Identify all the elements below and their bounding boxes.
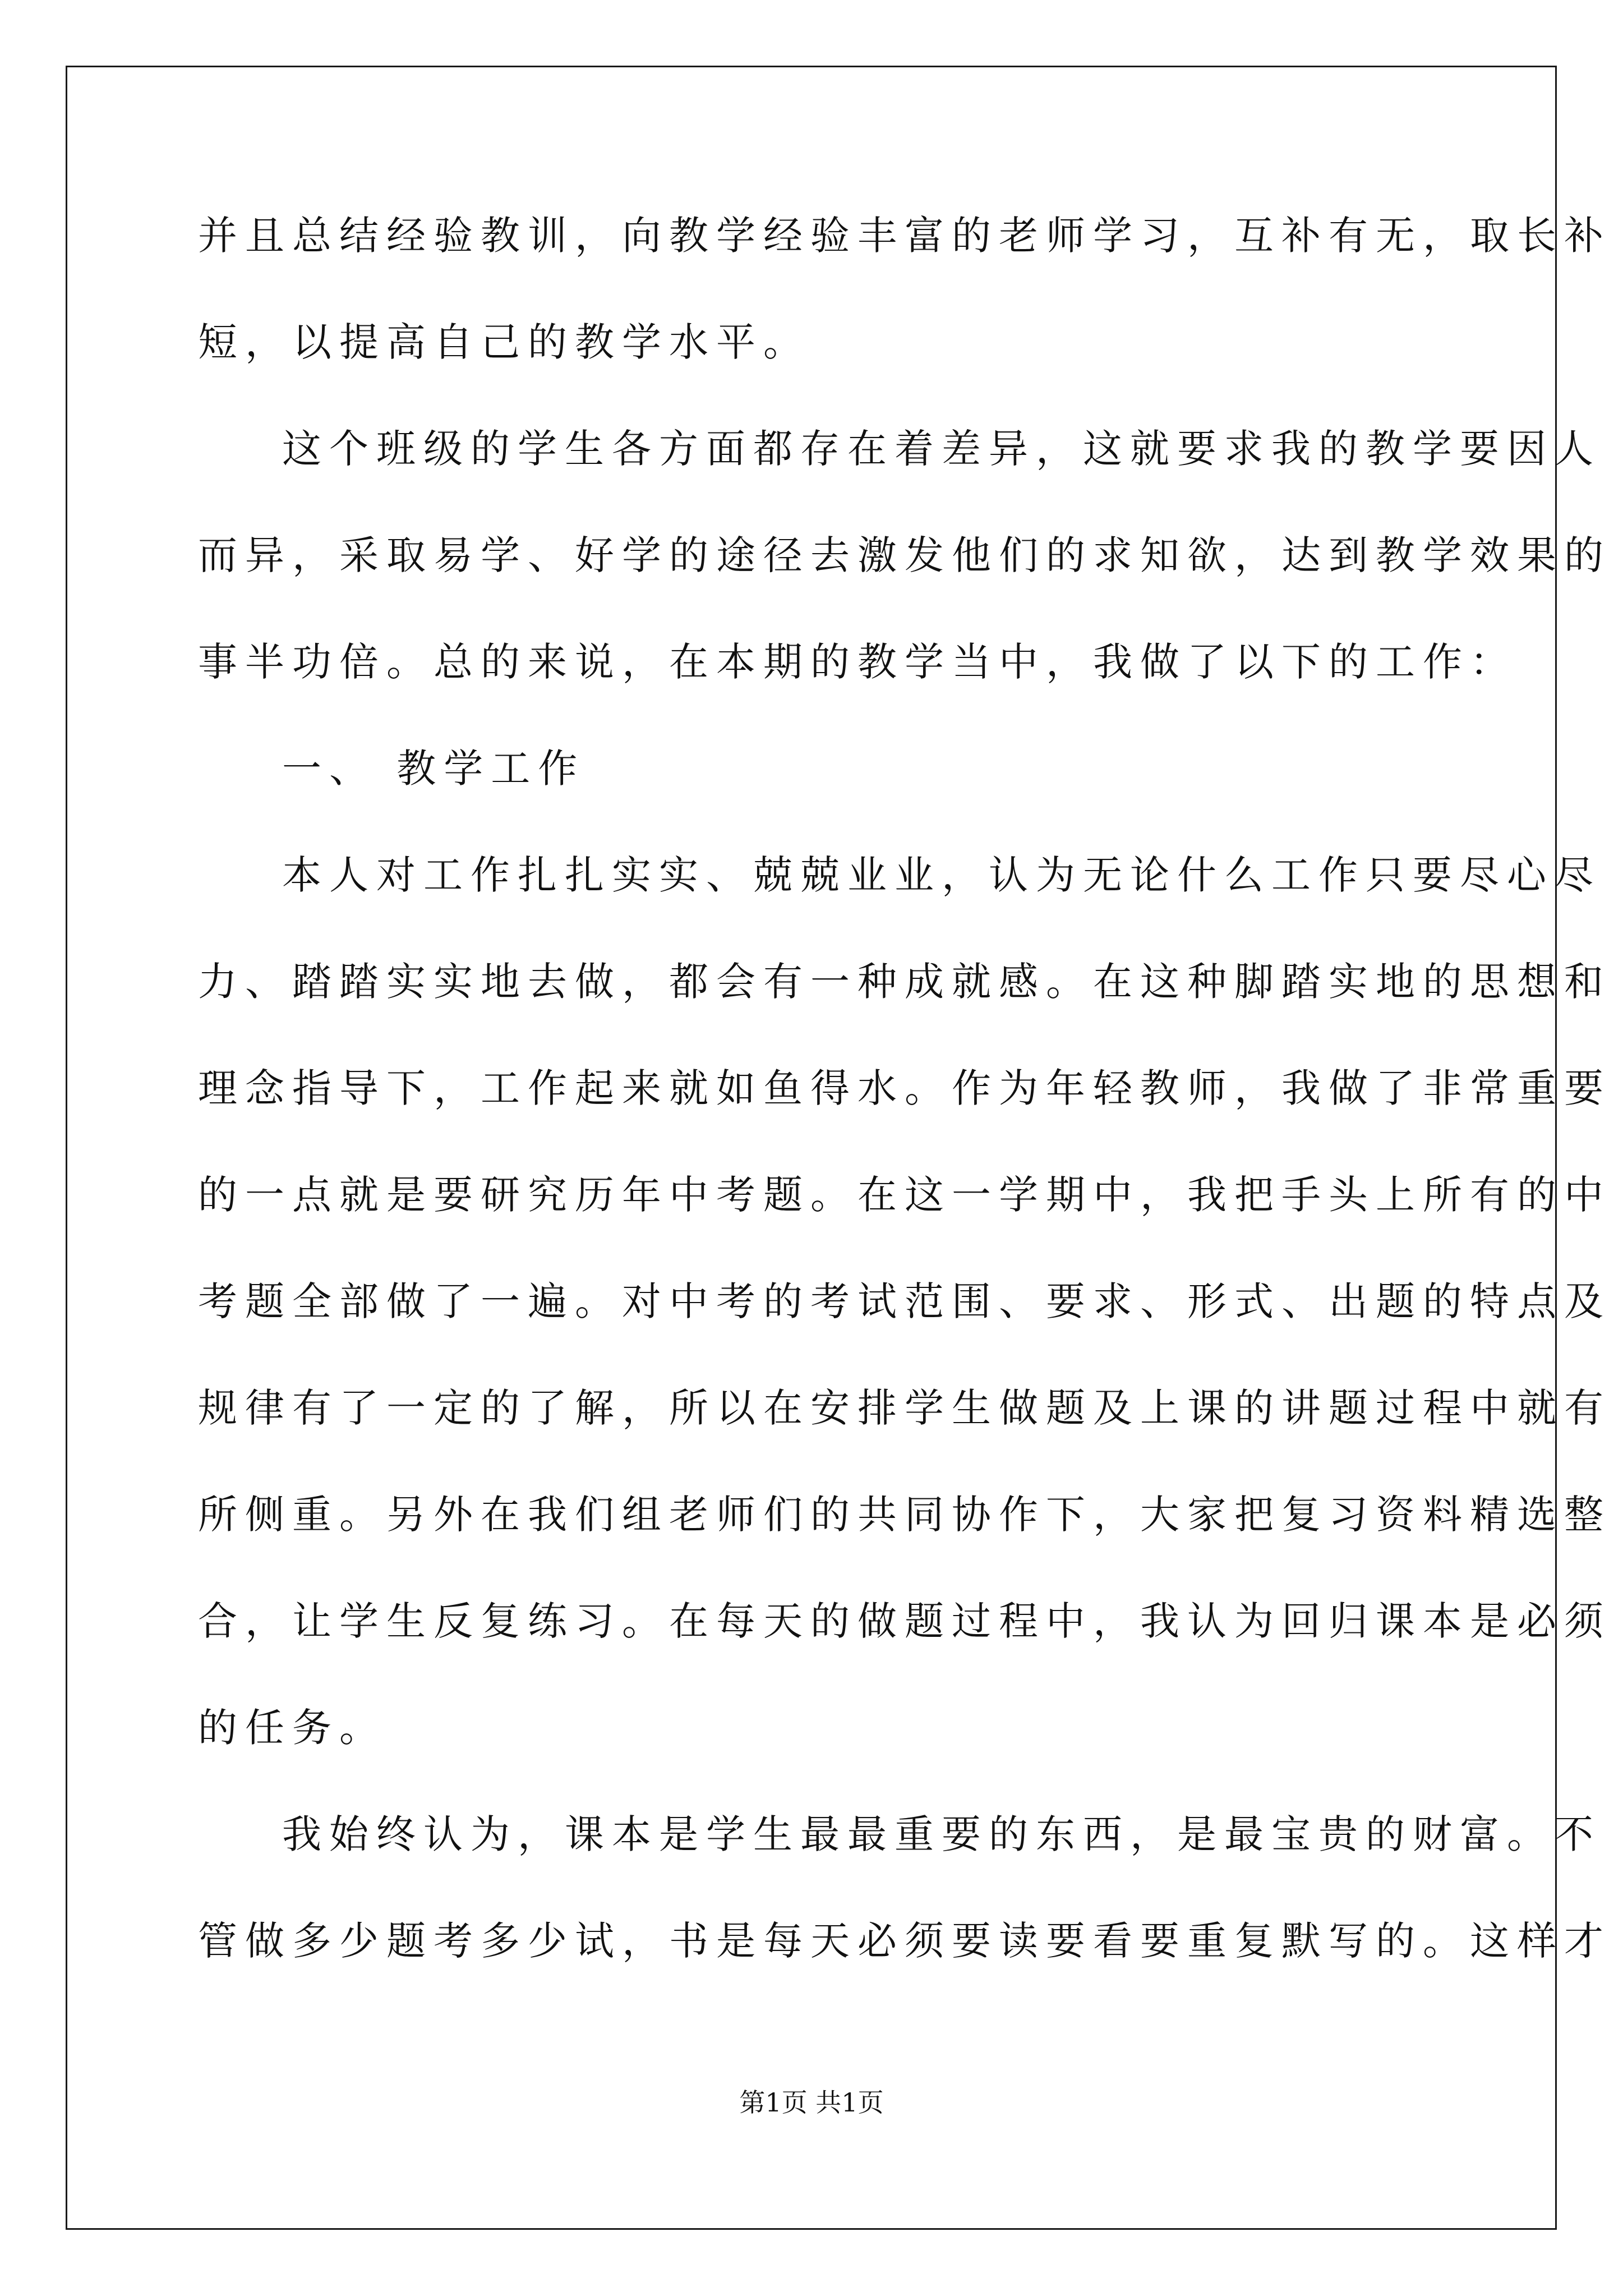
text-line: 的一点就是要研究历年中考题。在这一学期中，我把手头上所有的中: [198, 1172, 1611, 1218]
text-line: 而异，采取易学、好学的途径去激发他们的求知欲，达到教学效果的: [198, 532, 1611, 578]
text-line: 我始终认为，课本是学生最最重要的东西，是最宝贵的财富。不: [282, 1811, 1601, 1857]
text-line: 本人对工作扎扎实实、兢兢业业，认为无论什么工作只要尽心尽: [282, 852, 1601, 898]
text-line: 考题全部做了一遍。对中考的考试范围、要求、形式、出题的特点及: [198, 1278, 1611, 1324]
text-line: 并且总结经验教训，向教学经验丰富的老师学习，互补有无，取长补: [198, 213, 1611, 259]
text-line: 力、踏踏实实地去做，都会有一种成就感。在这种脚踏实地的思想和: [198, 959, 1611, 1005]
text-line: 规律有了一定的了解，所以在安排学生做题及上课的讲题过程中就有: [198, 1385, 1611, 1431]
text-line: 合，让学生反复练习。在每天的做题过程中，我认为回归课本是必须: [198, 1598, 1611, 1644]
text-line: 理念指导下，工作起来就如鱼得水。作为年轻教师，我做了非常重要: [198, 1065, 1611, 1111]
text-line: 这个班级的学生各方面都存在着差异，这就要求我的教学要因人: [282, 426, 1601, 472]
document-body: [198, 209, 1611, 2021]
text-line: 管做多少题考多少试，书是每天必须要读要看要重复默写的。这样才: [198, 1918, 1611, 1964]
text-line: 的任务。: [198, 1705, 386, 1751]
page-footer: 第1页 共1页: [739, 2087, 884, 2118]
text-line: 事半功倍。总的来说，在本期的教学当中，我做了以下的工作：: [198, 639, 1517, 685]
text-line: 短，以提高自己的教学水平。: [198, 319, 810, 365]
text-line: 所侧重。另外在我们组老师们的共同协作下，大家把复习资料精选整: [198, 1492, 1611, 1538]
section-heading: 一、 教学工作: [282, 746, 585, 792]
